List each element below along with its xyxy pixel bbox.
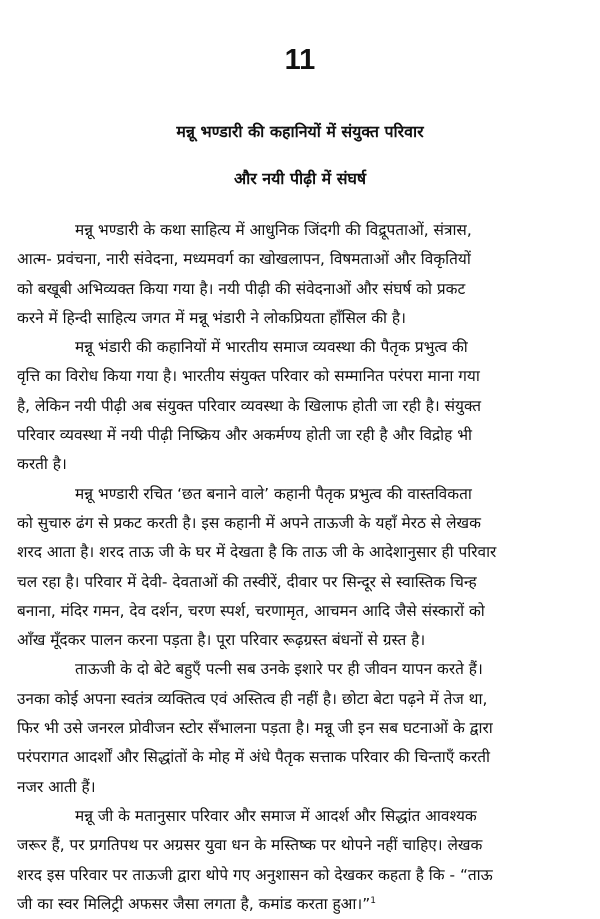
chapter-title-line-1: मन्नू भण्डारी की कहानियों में संयुक्त परिवार xyxy=(176,122,424,141)
text-line: परिवार व्यवस्था में नयी पीढ़ी निष्क्रिय और अकर्मण्य होती जा रही है और विद्रोह भी xyxy=(17,426,473,445)
text-line: परंपरागत आदर्शों और सिद्धांतों के मोह में अंधे पैतृक सत्ताक परिवार की चिन्ताएँ करती xyxy=(17,748,491,767)
text-line: आँख मूँदकर पालन करना पड़ता है। पूरा परिवार रूढ़ग्रस्त बंधनों से ग्रस्त है। xyxy=(17,631,426,650)
paragraph-4 xyxy=(17,655,589,801)
text-line: आत्म- प्रवंचना, नारी संवेदना, मध्यमवर्ग का खोखलापन, विषमताओं और विकृतियों xyxy=(17,250,471,269)
text-line: है, लेकिन नयी पीढ़ी अब संयुक्त परिवार व्यवस्था के खिलाफ होती जा रही है। संयुक्त xyxy=(17,396,481,415)
text-line: करने में हिन्दी साहित्य जगत में मन्नू भंडारी ने लोकप्रियता हाँसिल की है। xyxy=(17,308,406,327)
text-line: शरद आता है। शरद ताऊ जी के घर में देखता है कि ताऊ जी के आदेशानुसार ही परिवार xyxy=(17,543,497,562)
chapter-body xyxy=(17,216,589,919)
text-line: उनका कोई अपना स्वतंत्र व्यक्तित्व एवं अस्तित्व ही नहीं है। छोटा बेटा पढ़ने में तेज था, xyxy=(17,689,488,708)
chapter-title xyxy=(0,108,600,202)
text-line: शरद इस परिवार पर ताऊजी द्वारा थोपे गए अनुशासन को देखकर कहता है कि - “ताऊ xyxy=(17,865,493,884)
text-line-content: जी का स्वर मिलिट्री अफसर जैसा लगता है, कमांड करता हुआ।” xyxy=(17,894,371,913)
text-line: मन्नू जी के मतानुसार परिवार और समाज में आदर्श और सिद्धांत आवश्यक xyxy=(75,806,477,825)
footnote-marker[interactable]: 1 xyxy=(370,895,376,906)
text-line: मन्नू भण्डारी के कथा साहित्य में आधुनिक जिंदगी की विद्रूपताओं, संत्रास, xyxy=(75,221,472,239)
text-line: करती है। xyxy=(17,455,67,474)
text-line: बनाना, मंदिर गमन, देव दर्शन, चरण स्पर्श, चरणामृत, आचमन आदि जैसे संस्कारों को xyxy=(17,601,485,620)
text-line: नजर आती हैं। xyxy=(17,777,96,796)
paragraph-3 xyxy=(17,480,589,656)
text-line: को बखूबी अभिव्यक्त किया गया है। नयी पीढ़ी की संवेदनाओं और संघर्ष को प्रकट xyxy=(17,279,466,298)
text-line: मन्नू भण्डारी रचित ‘छत बनाने वाले’ कहानी पैतृक प्रभुत्व की वास्तविकता xyxy=(75,484,472,503)
paragraph-1 xyxy=(17,216,589,333)
paragraph-2 xyxy=(17,333,589,479)
text-line: ताऊजी के दो बेटे बहुएँ पत्नी सब उनके इशारे पर ही जीवन यापन करते हैं। xyxy=(75,660,483,679)
text-line: जरूर हैं, पर प्रगतिपथ पर अग्रसर युवा धन के मस्तिष्क पर थोपने नहीं चाहिए। लेखक xyxy=(17,836,483,855)
text-line: फिर भी उसे जनरल प्रोवीजन स्टोर सँभालना पड़ता है। मन्नू जी इन सब घटनाओं के द्वारा xyxy=(17,719,493,738)
text-line: मन्नू भंडारी की कहानियों में भारतीय समाज व्यवस्था की पैतृक प्रभुत्व की xyxy=(75,338,468,357)
paragraph-5 xyxy=(17,802,589,919)
chapter-number: 11 xyxy=(284,44,316,76)
text-line xyxy=(17,890,589,919)
text-line: को सुचारु ढंग से प्रकट करती है। इस कहानी में अपने ताऊजी के यहाँ मेरठ से लेखक xyxy=(17,513,481,532)
text-line: चल रहा है। परिवार में देवी- देवताओं की तस्वीरें, दीवार पर सिन्दूर से स्वास्तिक चिन्ह xyxy=(17,572,477,591)
text-line: वृत्ति का विरोध किया गया है। भारतीय संयुक्त परिवार को सम्मानित परंपरा माना गया xyxy=(17,367,480,386)
chapter-title-line-2: और नयी पीढ़ी में संघर्ष xyxy=(233,169,367,188)
